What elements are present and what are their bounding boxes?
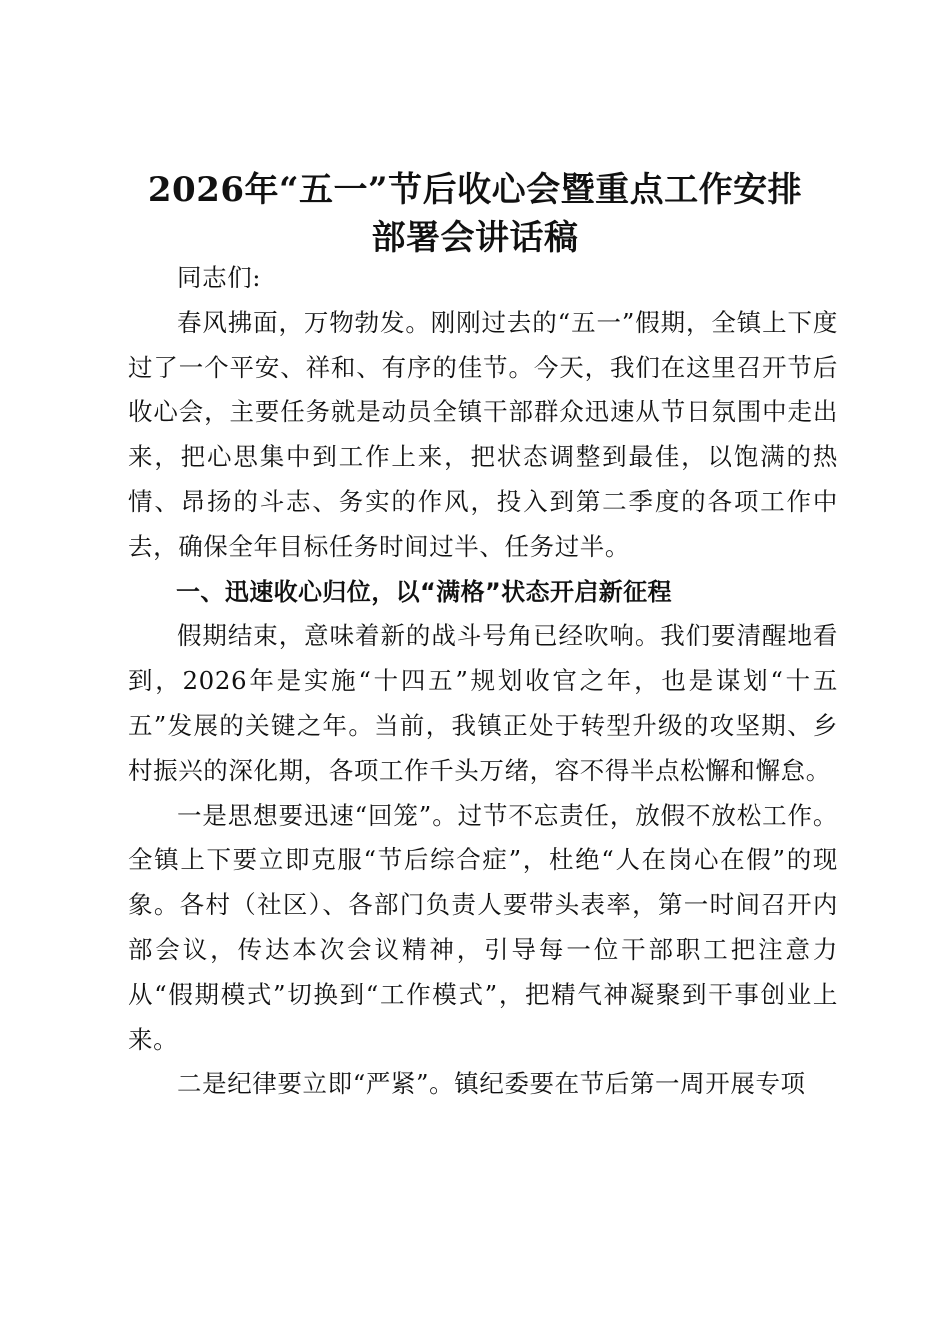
document-title bbox=[120, 166, 830, 262]
paragraph-intro: 春风拂面，万物勃发。刚刚过去的“五一”假期，全镇上下度过了一个平安、祥和、有序的佳节。今天，我们在这里召开节后收心会，主要任务就是动员全镇干部群众迅速从节日氛围中走出来，把心思集中到工作上来，把状态调整到最佳，以饱满的热情、昂扬的斗志、务实的作风，投入到第二季度的各项工作中去，确保全年目标任务时间过半、任务过半。 bbox=[128, 307, 838, 561]
paragraph-point-1: 一是思想要迅速“回笼”。过节不忘责任，放假不放松工作。全镇上下要立即克服“节后综合症”，杜绝“人在岗心在假”的现象。各村（社区）、各部门负责人要带头表率，第一时间召开内部会议，传达本次会议精神，引导每一位干部职工把注意力从“假期模式”切换到“工作模式”，把精气神凝聚到干事创业上来。 bbox=[128, 800, 838, 1054]
title-line-2: 部署会讲话稿 bbox=[371, 218, 579, 258]
document-body bbox=[128, 256, 838, 1107]
section-heading-1: 一、迅速收心归位，以“满格”状态开启新征程 bbox=[176, 577, 672, 606]
paragraph-point-2: 二是纪律要立即“严紧”。镇纪委要在节后第一周开展专项 bbox=[177, 1069, 806, 1099]
title-line-1: 2026年“五一”节后收心会暨重点工作安排 bbox=[147, 170, 803, 210]
paragraph-section-1: 假期结束，意味着新的战斗号角已经吹响。我们要清醒地看到，2026年是实施“十四五”规划收官之年，也是谋划“十五五”发展的关键之年。当前，我镇正处于转型升级的攻坚期、乡村振兴的深化期，各项工作千头万绪，容不得半点松懈和懈怠。 bbox=[128, 621, 838, 785]
salutation: 同志们: bbox=[177, 263, 262, 292]
